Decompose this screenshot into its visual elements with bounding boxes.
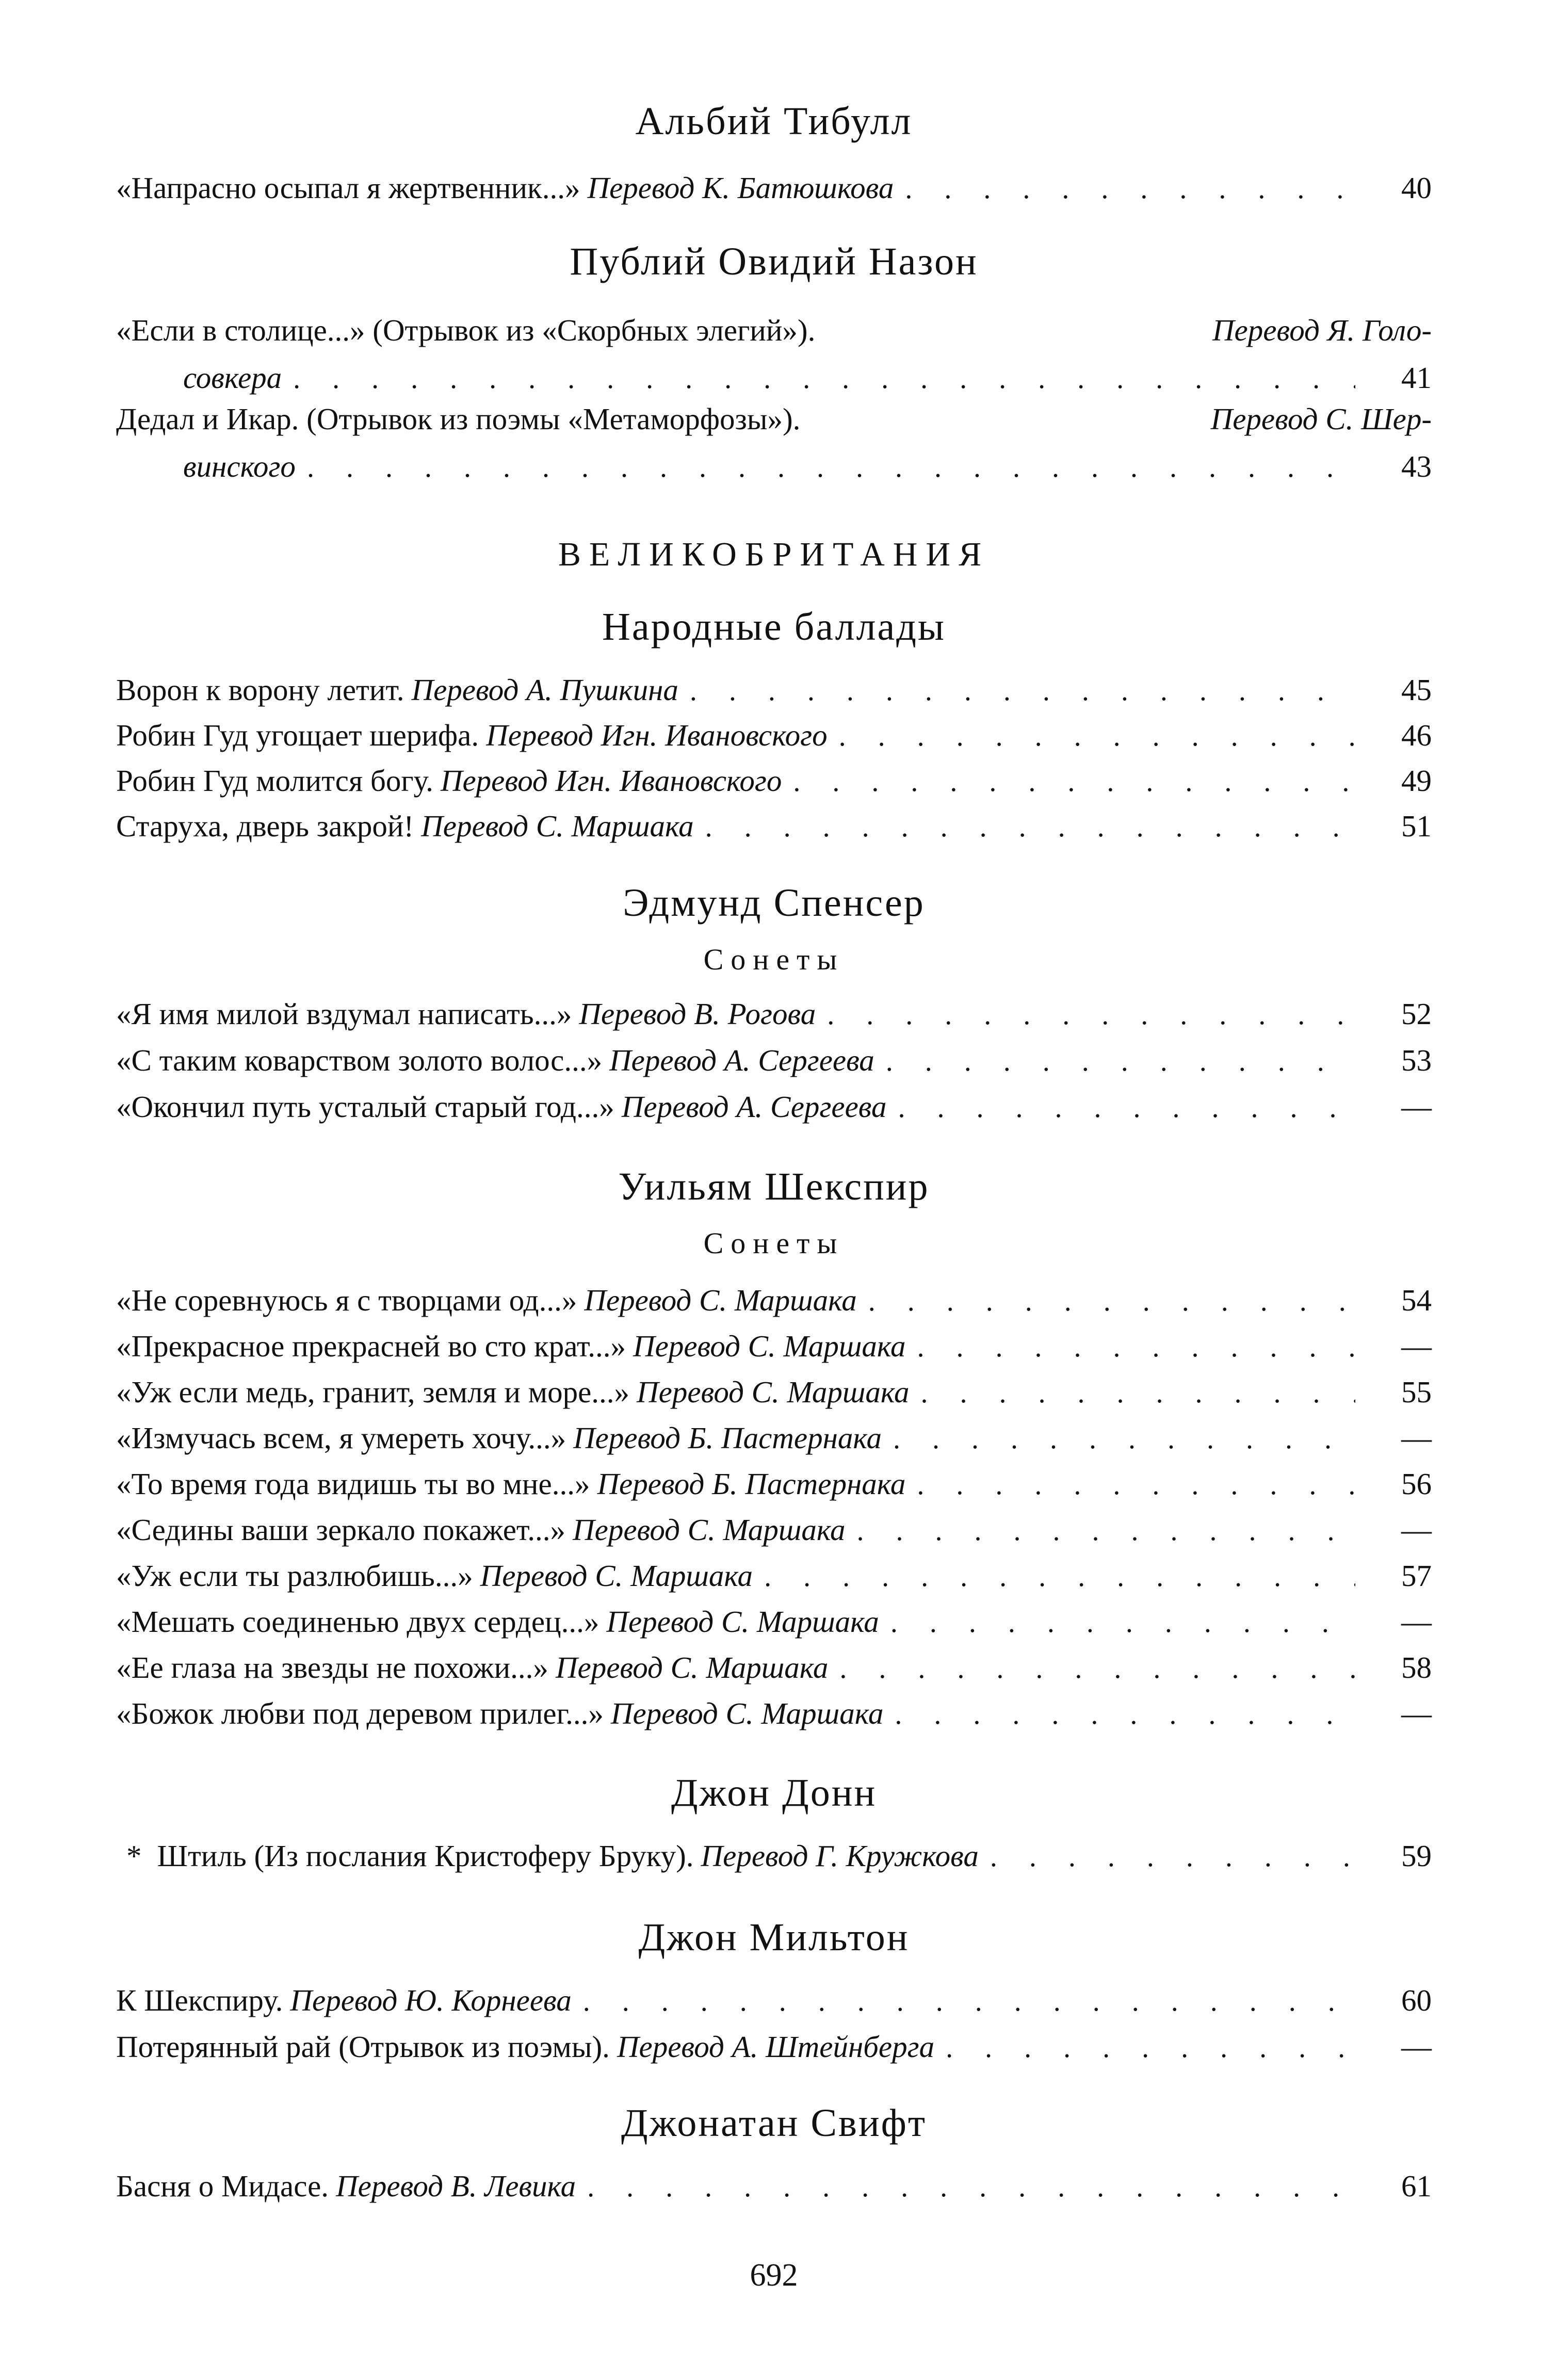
dot-leader	[839, 715, 1355, 758]
entry-page: 56	[1401, 1467, 1432, 1501]
author-heading: Альбий Тибулл	[635, 100, 913, 143]
entry-page: —	[1401, 1513, 1432, 1547]
entry-title: «Измучась всем, я умереть хочу...»	[116, 1421, 566, 1455]
page-number: 692	[750, 2258, 798, 2293]
dot-leader	[921, 1371, 1356, 1415]
entry-page: 41	[1401, 361, 1432, 395]
entry-translator: Перевод Ю. Корнеева	[290, 1983, 572, 2017]
entry-page: 59	[1401, 1839, 1432, 1873]
entry-translator: Перевод Игн. Ивановского	[486, 718, 828, 752]
entry-page: —	[1401, 1421, 1432, 1455]
toc-entry	[116, 714, 1432, 757]
toc-entry	[116, 1646, 1432, 1689]
entry-title: «Я имя милой вздумал написать...»	[116, 997, 572, 1031]
entry-title: Потерянный рай (Отрывок из поэмы).	[116, 2030, 610, 2064]
entry-translator: Перевод Игн. Ивановского	[440, 764, 782, 798]
entry-page: 45	[1401, 673, 1432, 707]
entry-title: «Прекрасное прекрасней во сто крат...»	[116, 1329, 626, 1363]
entry-page: —	[1401, 1329, 1432, 1363]
entry-translator: Перевод С. Маршака	[421, 809, 694, 843]
entry-translator: Перевод А. Сергеева	[621, 1090, 887, 1124]
entry-title: Ворон к ворону летит.	[116, 673, 404, 707]
author-heading: Эдмунд Спенсер	[623, 881, 925, 925]
entry-title: «С таким коварством золото волос...»	[116, 1043, 603, 1077]
entry-page: —	[1401, 1696, 1432, 1730]
subheading: Сонеты	[703, 943, 845, 976]
entry-title: «Седины ваши зеркало покажет...»	[116, 1513, 566, 1547]
dot-leader	[764, 1555, 1355, 1598]
entry-title: «То время года видишь ты во мне...»	[116, 1467, 590, 1501]
entry-page: 58	[1401, 1650, 1432, 1685]
entry-translator: Перевод С. Маршака	[555, 1650, 829, 1685]
dot-leader	[917, 1325, 1356, 1369]
toc-entry	[116, 1692, 1432, 1735]
entry-translator: Перевод С. Шер-	[1210, 402, 1432, 436]
dot-leader	[690, 669, 1355, 713]
entry-translator: Перевод С. Маршака	[606, 1605, 879, 1639]
toc-entry	[116, 1278, 1432, 1322]
entry-translator: Перевод В. Рогова	[579, 997, 816, 1031]
toc-entry	[116, 1085, 1432, 1128]
entry-title: «Если в столице...» (Отрывок из «Скорбных элегий»).	[116, 313, 816, 347]
entry-page: —	[1401, 2030, 1432, 2064]
entry-page: 53	[1401, 1043, 1432, 1077]
toc-entry	[116, 1554, 1432, 1597]
entry-page: —	[1401, 1090, 1432, 1124]
dot-leader	[793, 760, 1355, 803]
toc-page	[116, 0, 1432, 2380]
entry-title: «Уж если медь, гранит, земля и море...»	[116, 1375, 630, 1409]
toc-entry	[116, 1462, 1432, 1505]
toc-entry	[116, 2164, 1432, 2208]
dot-leader	[886, 1040, 1355, 1083]
toc-entry	[116, 1370, 1432, 1414]
dot-leader	[917, 1463, 1355, 1507]
entry-translator: Перевод Б. Пастернака	[573, 1421, 882, 1455]
entry-title: Робин Гуд молится богу.	[116, 764, 433, 798]
toc-entry	[116, 1508, 1432, 1551]
toc-entry	[116, 1039, 1432, 1082]
toc-entry	[116, 1600, 1432, 1643]
entry-page: 57	[1401, 1559, 1432, 1593]
dot-leader	[893, 1417, 1355, 1461]
entry-title: Робин Гуд угощает шерифа.	[116, 718, 479, 752]
entry-translator: Перевод В. Левика	[336, 2169, 576, 2203]
subheading: Сонеты	[703, 1226, 845, 1260]
toc-entry	[116, 166, 1432, 209]
dot-leader	[890, 1601, 1355, 1644]
entry-translator: Перевод Я. Голо-	[1212, 313, 1432, 347]
entry-title: «Уж если ты разлюбишь...»	[116, 1559, 473, 1593]
author-heading: Публий Овидий Назон	[570, 240, 978, 283]
toc-entry	[116, 804, 1432, 848]
dot-leader	[705, 805, 1355, 849]
dot-leader	[587, 2165, 1355, 2209]
dot-leader	[857, 1509, 1356, 1552]
entry-translator: Перевод С. Маршака	[637, 1375, 910, 1409]
entry-title: Старуха, дверь закрой!	[116, 809, 414, 843]
toc-entry-line2	[116, 356, 1432, 399]
dot-leader	[827, 993, 1355, 1037]
country-heading: ВЕЛИКОБРИТАНИЯ	[558, 536, 990, 573]
entry-page: 46	[1401, 718, 1432, 752]
dot-leader	[293, 357, 1355, 400]
entry-translator: Перевод С. Маршака	[573, 1513, 846, 1547]
entry-page: 40	[1401, 171, 1432, 205]
entry-title: «Ее глаза на звезды не похожи...»	[116, 1650, 548, 1685]
dot-leader	[307, 446, 1355, 489]
entry-title: «Напрасно осыпал я жертвенник...»	[116, 171, 580, 205]
entry-page: 49	[1401, 764, 1432, 798]
entry-page: 51	[1401, 809, 1432, 843]
author-heading: Уильям Шекспир	[618, 1165, 930, 1208]
toc-entry	[116, 668, 1432, 711]
toc-entry-line1	[116, 397, 1432, 441]
entry-translator: винского	[183, 449, 296, 483]
toc-entry	[116, 2025, 1432, 2068]
entry-title: Дедал и Икар. (Отрывок из поэмы «Метаморфозы»).	[116, 402, 801, 436]
author-heading: Джон Мильтон	[638, 1916, 910, 1959]
entry-translator: Перевод С. Маршака	[633, 1329, 906, 1363]
entry-page: —	[1401, 1605, 1432, 1639]
asterisk-marker: *	[126, 1839, 142, 1873]
section-heading: Народные баллады	[602, 605, 946, 649]
entry-title: Штиль (Из послания Кристоферу Бруку).	[157, 1839, 694, 1873]
entry-translator: совкера	[183, 361, 282, 395]
entry-translator: Перевод С. Маршака	[480, 1559, 753, 1593]
entry-title: «Окончил путь усталый старый год...»	[116, 1090, 614, 1124]
dot-leader	[868, 1280, 1355, 1323]
entry-page: 43	[1401, 449, 1432, 483]
toc-entry	[116, 992, 1432, 1035]
dot-leader	[898, 1086, 1355, 1129]
dot-leader	[839, 1647, 1355, 1690]
author-heading: Джонатан Свифт	[621, 2101, 927, 2145]
toc-entry	[116, 759, 1432, 802]
toc-entry	[116, 1979, 1432, 2022]
toc-entry	[116, 1324, 1432, 1368]
entry-translator: Перевод С. Маршака	[584, 1283, 857, 1317]
entry-page: 61	[1401, 2169, 1432, 2203]
entry-title: Басня о Мидасе.	[116, 2169, 329, 2203]
entry-translator: Перевод А. Штейнберга	[617, 2030, 935, 2064]
dot-leader	[946, 2026, 1355, 2069]
entry-title: «Не соревнуюсь я с творцами од...»	[116, 1283, 577, 1317]
toc-entry-line2	[116, 445, 1432, 488]
entry-translator: Перевод Б. Пастернака	[597, 1467, 906, 1501]
dot-leader	[990, 1835, 1355, 1879]
entry-translator: Перевод Г. Кружкова	[701, 1839, 979, 1873]
entry-page: 60	[1401, 1983, 1432, 2017]
toc-entry	[116, 1416, 1432, 1460]
entry-page: 54	[1401, 1283, 1432, 1317]
dot-leader	[895, 1693, 1355, 1736]
entry-title: К Шекспиру.	[116, 1983, 283, 2017]
dot-leader	[583, 1980, 1355, 2023]
entry-translator: Перевод А. Пушкина	[411, 673, 678, 707]
dot-leader	[905, 167, 1355, 211]
entry-translator: Перевод К. Батюшкова	[587, 171, 894, 205]
entry-title: «Божок любви под деревом прилег...»	[116, 1696, 604, 1730]
entry-page: 52	[1401, 997, 1432, 1031]
entry-page: 55	[1401, 1375, 1432, 1409]
entry-translator: Перевод С. Маршака	[610, 1696, 884, 1730]
entry-title: «Мешать соединенью двух сердец...»	[116, 1605, 599, 1639]
toc-entry-line1	[116, 309, 1432, 352]
author-heading: Джон Донн	[671, 1771, 877, 1815]
toc-entry	[116, 1834, 1432, 1877]
entry-translator: Перевод А. Сергеева	[609, 1043, 874, 1077]
